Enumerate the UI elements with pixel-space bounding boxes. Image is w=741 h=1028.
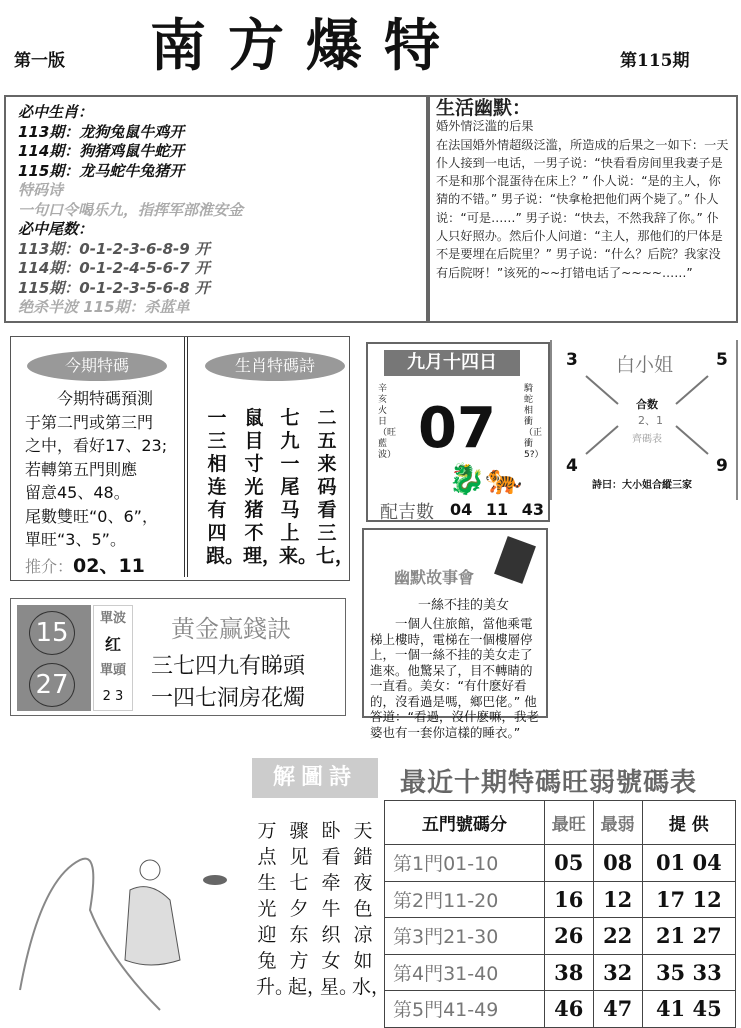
poem-column: 七九一尾马上来。 — [279, 407, 318, 567]
cell: 08 — [593, 845, 642, 882]
special-line: 于第二門或第三門 — [25, 412, 154, 432]
recommend-value: 02、11 — [73, 554, 145, 577]
calendar-date: 九月十四日 — [384, 350, 520, 376]
zodiac-line: 113期：龙狗兔鼠牛鸡开 — [18, 122, 185, 141]
table-header: 最弱 — [593, 801, 642, 845]
special-text — [25, 387, 185, 578]
calendar-number: 07 — [418, 396, 496, 461]
poem-column: 一三相连有四跟。 — [206, 407, 245, 567]
cell: 第5門41-49 — [385, 991, 545, 1028]
number-27: 27 — [29, 663, 75, 707]
table-title: 最近十期特碼旺弱號碼表 — [400, 768, 698, 798]
humor-title: 生活幽默： — [436, 97, 532, 119]
riddle-column: 骤见七夕东方起， — [288, 820, 327, 998]
calendar-right-note: 騎蛇相衝（正衝5?） — [524, 384, 544, 460]
kill-line: 绝杀半波 115期：杀蓝单 — [18, 298, 190, 316]
book-icon — [494, 536, 536, 584]
table-header: 最旺 — [544, 801, 593, 845]
cell: 16 — [544, 881, 593, 918]
calendar-box — [366, 342, 550, 522]
lucky-number: 11 — [485, 500, 509, 519]
corner-number: 4 — [566, 456, 578, 476]
tail-heading: 必中尾数： — [18, 220, 94, 238]
wave-label: 單波 — [99, 611, 126, 626]
special-line: 今期特碼預測 — [57, 389, 154, 408]
poem-column: 二五来码看三七， — [316, 407, 355, 567]
cell: 21 27 — [642, 918, 735, 955]
riddle-column: 万点生光迎兔升。 — [256, 820, 295, 998]
riddle-column: 天錯夜色凉如水， — [352, 820, 391, 998]
table-header: 提 供 — [642, 801, 735, 845]
cell: 41 45 — [642, 991, 735, 1028]
table-header-row — [385, 801, 736, 845]
lucky-label: 配吉數 — [380, 502, 434, 523]
cell: 第2門11-20 — [385, 881, 545, 918]
head-label: 單頭 — [99, 663, 126, 678]
cell: 12 — [593, 881, 642, 918]
special-line: 之中，看好17、23; — [25, 436, 168, 455]
zodiac-line: 114期：狗猪鸡鼠牛蛇开 — [18, 142, 185, 160]
tail-line: 114期：0-1-2-4-5-6-7 开 — [18, 259, 210, 277]
sum-value: 2、1 — [638, 414, 663, 427]
humor-body: 在法国婚外情超级泛滥，所造成的后果之一如下：一天仆人接到一电话，一男子说：“快看看房间里我妻子是不是和那个混蛋待在床上？” 仆人说：“是的主人，你猜的不错。” 男子说：“快拿枪把他们两个毙了。” 仆人说：“可是……” 男子说：“快去，不然我辞了你。” 仆人只好照办。然后仆人问道：“主人，那他们的尸体是不是要埋在后院里？” 男子说：“什么？后院？我家没有后院呀！”该死的~~打错电话了~~~~……” — [436, 137, 729, 280]
tail-line: 115期：0-1-2-3-5-6-8 开 — [18, 278, 210, 297]
poem-column: 鼠目寸光猪不理， — [243, 407, 282, 567]
issue-label: 第115期 — [620, 51, 690, 71]
cell: 38 — [544, 954, 593, 991]
riddle-title: 解圖詩 — [252, 758, 378, 798]
special-title: 今期特碼 — [27, 351, 167, 381]
cell: 26 — [544, 918, 593, 955]
riddle-column: 卧看牵牛织女星。 — [320, 820, 359, 998]
special-box — [10, 336, 355, 581]
humor-subtitle: 婚外情泛滥的后果 — [436, 119, 534, 134]
poem-text: 一句口令喝乐九，指挥军部淮安金 — [18, 200, 244, 219]
zodiac-poem-title: 生肖特碼詩 — [205, 351, 345, 381]
cell: 第3門21-30 — [385, 918, 545, 955]
miss-bai-title: 白小姐 — [616, 354, 674, 376]
miss-bai-poem: 詩曰：大小姐合縱三家 — [592, 480, 692, 491]
number-15: 15 — [29, 611, 75, 655]
table-row — [385, 918, 736, 955]
dragon-tiger-icon: 🐉🐅 — [448, 462, 523, 497]
cell: 05 — [544, 845, 593, 882]
zodiac-box — [4, 95, 428, 323]
tail-line: 113期：0-1-2-3-6-8-9 开 — [18, 239, 210, 258]
monk-illustration — [10, 820, 250, 1020]
table-header: 五門號碼分 — [385, 801, 545, 845]
table-row — [385, 845, 736, 882]
story-banner: 幽默故事會 — [394, 568, 475, 587]
cell: 01 04 — [642, 845, 735, 882]
special-line: 若轉第五門則應 — [25, 459, 138, 479]
cell: 17 12 — [642, 881, 735, 918]
lucky-number: 04 — [450, 500, 473, 519]
cell: 第4門31-40 — [385, 954, 545, 991]
story-box — [362, 528, 548, 740]
number-table — [384, 800, 736, 1028]
sum-label: 合数 — [636, 398, 658, 411]
corner-number: 3 — [566, 350, 578, 370]
wave-value: 红 — [104, 635, 121, 654]
table-row — [385, 954, 736, 991]
zodiac-line: 115期：龙马蛇牛兔猪开 — [18, 161, 185, 180]
special-line: 留意45、48。 — [25, 483, 130, 502]
corner-number: 9 — [716, 456, 728, 476]
table-row — [385, 881, 736, 918]
cell: 22 — [593, 918, 642, 955]
cell: 第1門01-10 — [385, 845, 545, 882]
cell: 47 — [593, 991, 642, 1028]
story-body: 一個人住旅館，當他乘電梯上樓時，電梯在一個樓層停上，一個一絲不挂的美女走了進來。他驚呆了，目不轉睛的一直看。美女：“有什麽好看的，沒看過是嗎，鄉巴佬。” 他答道：“看過，沒什麽嘛，我老婆也有一套你這樣的睡衣。” — [370, 616, 539, 740]
corner-number: 5 — [716, 350, 728, 370]
recommend-label: 推介： — [25, 556, 74, 576]
cell: 46 — [544, 991, 593, 1028]
sum-note: 齊碼表 — [632, 434, 662, 445]
gold-title: 黄金赢錢訣 — [171, 615, 291, 643]
gold-box — [10, 598, 346, 716]
cell: 35 33 — [642, 954, 735, 991]
calendar-left-note: 辛亥火日（旺藍波） — [378, 384, 397, 460]
table-row — [385, 991, 736, 1028]
cell: 32 — [593, 954, 642, 991]
miss-bai-box — [550, 340, 738, 500]
gold-line-1: 三七四九有睇頭 — [151, 654, 306, 679]
poem-label: 特码诗 — [18, 181, 64, 199]
masthead-title: 南方爆特 — [150, 13, 462, 79]
special-line: 尾數雙旺“0、6”， — [25, 506, 158, 526]
head-value: 2 3 — [102, 689, 124, 704]
story-title: 一絲不挂的美女 — [418, 598, 510, 613]
humor-box — [428, 95, 738, 323]
special-line: 單旺“3、5”。 — [25, 530, 126, 549]
lucky-number: 43 — [521, 500, 544, 519]
gold-line-2: 一四七洞房花燭 — [151, 686, 306, 711]
zodiac-heading: 必中生肖： — [18, 103, 94, 121]
edition-label: 第一版 — [14, 51, 65, 71]
